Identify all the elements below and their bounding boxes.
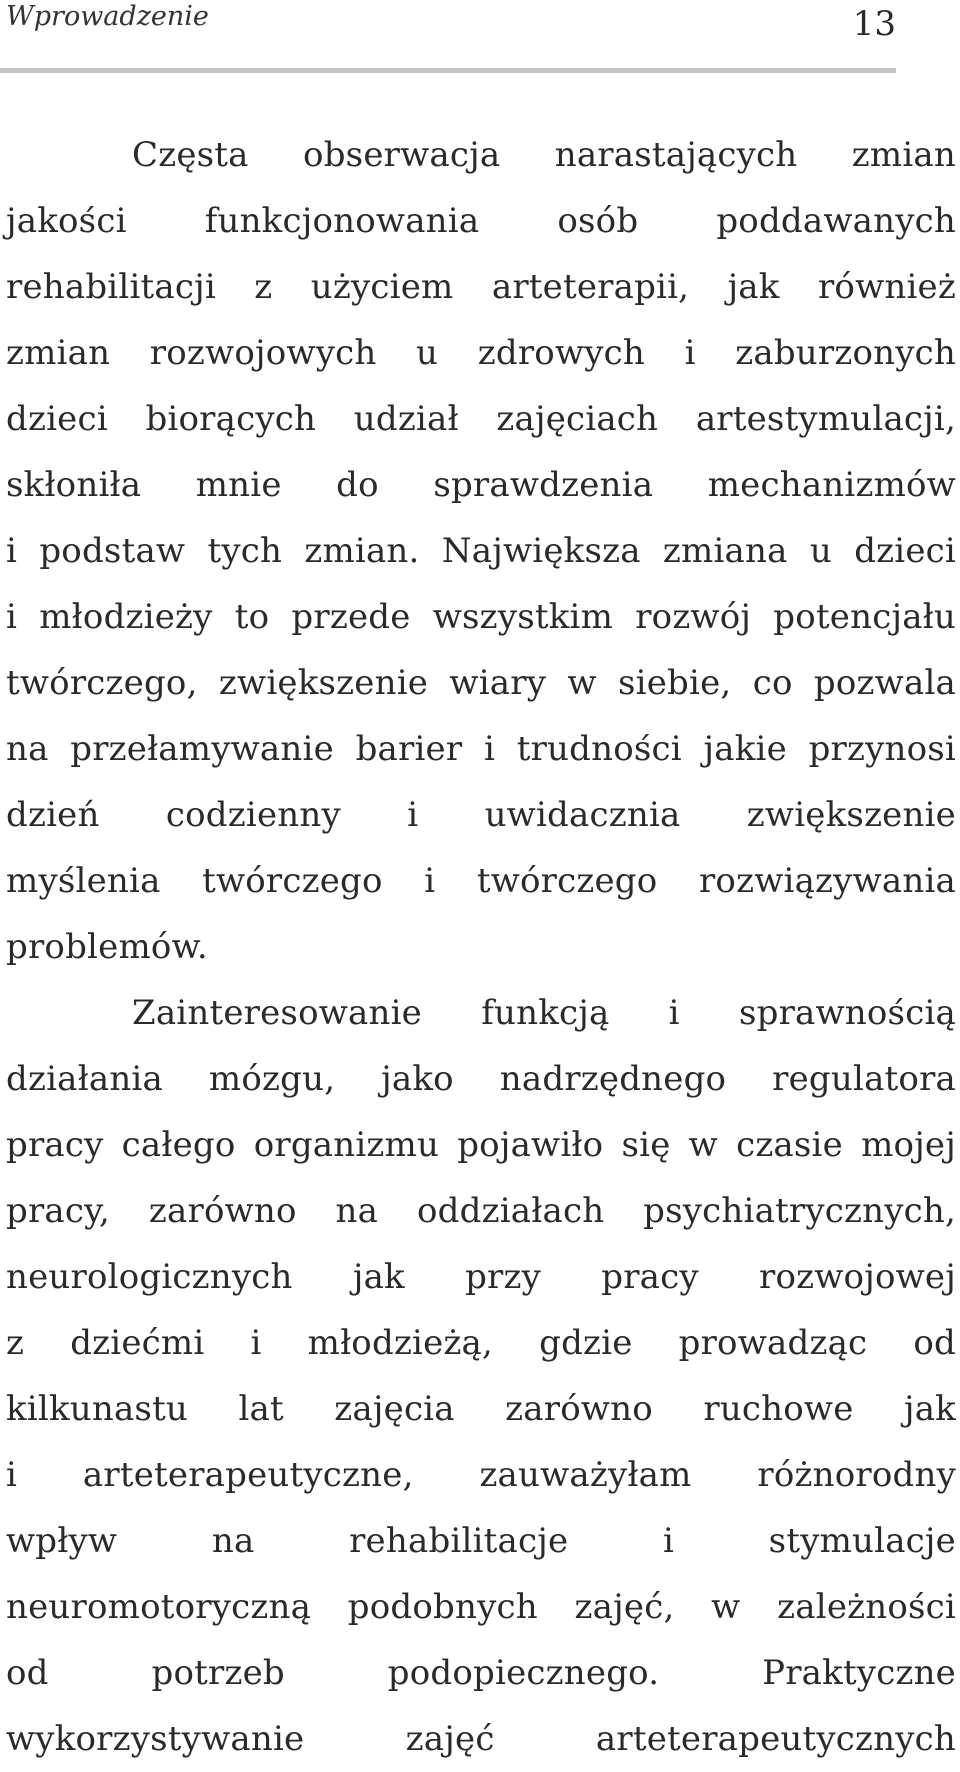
text-line: z dziećmi i młodzieżą, gdzie prowadząc od <box>6 1323 956 1363</box>
text-line: działania mózgu, jako nadrzędnego regulatora <box>6 1059 956 1099</box>
paragraph-1 <box>6 122 956 980</box>
body-text <box>6 122 956 1772</box>
text-line: myślenia twórczego i twórczego rozwiązywania <box>6 861 956 901</box>
paragraph-2 <box>6 980 956 1772</box>
text-line: twórczego, zwiększenie wiary w siebie, co pozwala <box>6 663 956 703</box>
text-line: neuromotoryczną podobnych zajęć, w zależności <box>6 1587 956 1627</box>
running-head-title: Wprowadzenie <box>6 1 209 32</box>
text-line: neurologicznych jak przy pracy rozwojowej <box>6 1257 956 1297</box>
text-line: skłoniła mnie do sprawdzenia mechanizmów <box>6 465 956 505</box>
text-line: dzieci biorących udział zajęciach artestymulacji, <box>6 399 956 439</box>
text-line: Zainteresowanie funkcją i sprawnością <box>132 993 956 1033</box>
text-line: od potrzeb podopiecznego. Praktyczne <box>6 1653 956 1693</box>
page-header <box>0 0 896 76</box>
text-line: na przełamywanie barier i trudności jakie przynosi <box>6 729 956 769</box>
text-line: Częsta obserwacja narastających zmian <box>132 135 956 175</box>
text-line: i młodzieży to przede wszystkim rozwój potencjału <box>6 597 956 637</box>
text-line: rehabilitacji z użyciem arteterapii, jak również <box>6 267 956 307</box>
text-line: dzień codzienny i uwidacznia zwiększenie <box>6 795 956 835</box>
text-line: pracy całego organizmu pojawiło się w czasie mojej <box>6 1125 956 1165</box>
text-line: wykorzystywanie zajęć arteterapeutycznych <box>6 1719 956 1759</box>
text-line: i arteterapeutyczne, zauważyłam różnorodny <box>6 1455 956 1495</box>
text-line: jakości funkcjonowania osób poddawanych <box>6 201 956 241</box>
text-line: i podstaw tych zmian. Największa zmiana u dzieci <box>6 531 956 571</box>
text-line: pracy, zarówno na oddziałach psychiatrycznych, <box>6 1191 956 1231</box>
page-number: 13 <box>852 4 896 44</box>
text-line: problemów. <box>6 927 208 967</box>
text-line: wpływ na rehabilitacje i stymulacje <box>6 1521 956 1561</box>
header-divider <box>0 68 896 73</box>
text-line: zmian rozwojowych u zdrowych i zaburzonych <box>6 333 956 373</box>
text-line: kilkunastu lat zajęcia zarówno ruchowe jak <box>6 1389 956 1429</box>
